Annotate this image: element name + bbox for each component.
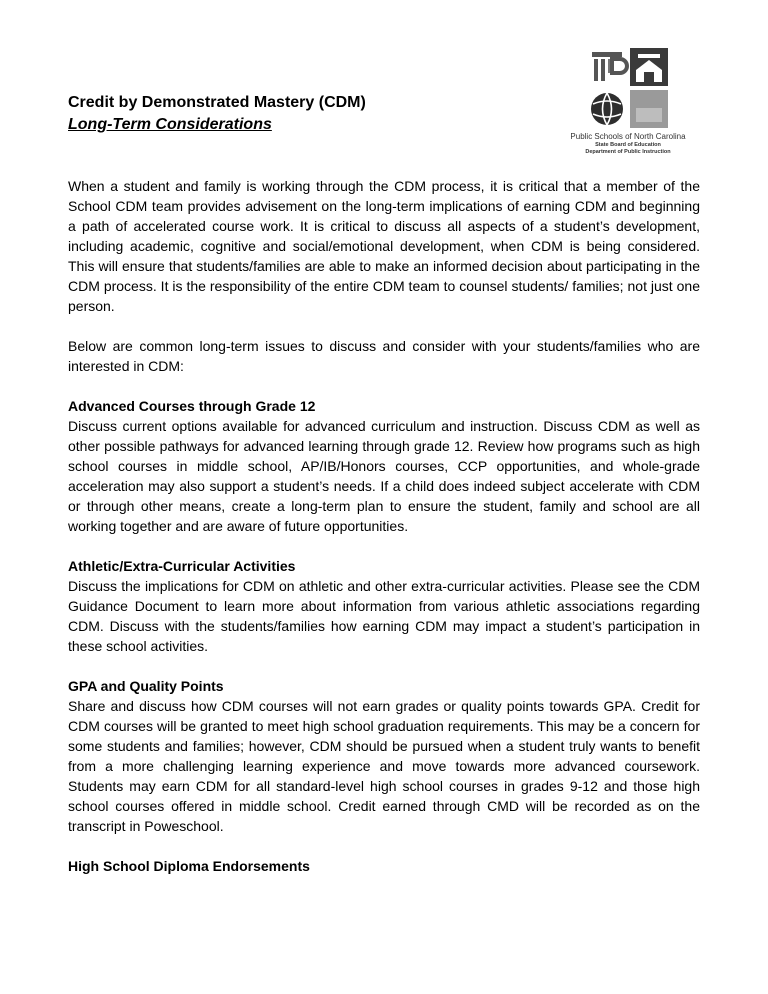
section-body: Share and discuss how CDM courses will not earn grades or quality points towards GPA. Credit for CDM courses will be granted to meet high school graduation requirements. This may be a concern for some students and families; however, CDM should be pursued when a student truly wants to benefit from a more challenging learning experience and move towards more advanced coursework. Students may earn CDM for all standard-level high school courses in grades 9-12 and those high school courses offered in middle school. Credit earned through CMD will be recorded as on the transcript in Poweschool. xyxy=(68,698,700,834)
document-subtitle: Long-Term Considerations xyxy=(68,116,272,133)
section-heading: High School Diploma Endorsements xyxy=(68,858,310,874)
section-diploma-endorsements xyxy=(68,856,700,876)
title-block xyxy=(68,92,366,136)
section-heading: Athletic/Extra-Curricular Activities xyxy=(68,558,296,574)
section-body: Discuss current options available for advanced curriculum and instruction. Discuss CDM as well as other possible pathways for advanced learning through grade 12. Review how programs such as high school courses in middle school, AP/IB/Honors courses, CCP opportunities, and whole-grade acceleration may also support a student’s needs. If a child does indeed subject accelerate with CDM or through other means, create a long-term plan to ensure the student, family and school are all working together and are aware of future opportunities. xyxy=(68,418,700,534)
document-title: Credit by Demonstrated Mastery (CDM) xyxy=(68,94,366,111)
logo-text-board: State Board of Education xyxy=(595,142,661,148)
section-gpa xyxy=(68,676,700,836)
section-advanced-courses xyxy=(68,396,700,536)
section-heading: Advanced Courses through Grade 12 xyxy=(68,398,316,414)
lead-in-paragraph: Below are common long-term issues to discuss and consider with your students/families who are interested in CDM: xyxy=(68,338,700,374)
intro-paragraph: When a student and family is working through the CDM process, it is critical that a member of the School CDM team provides advisement on the long-term implications of earning CDM and beginning a path of accelerated course work. It is critical to discuss all aspects of a student’s development, including academic, cognitive and social/emotional development, when CDM is being considered. This will ensure that students/families are able to make an informed decision about participating in the CDM process. It is the responsibility of the entire CDM team to counsel students/ families; not just one person. xyxy=(68,178,700,314)
section-heading: GPA and Quality Points xyxy=(68,678,224,694)
document-body xyxy=(68,176,700,876)
dpi-logo-icon xyxy=(586,46,670,130)
section-body: Discuss the implications for CDM on athletic and other extra-curricular activities. Please see the CDM Guidance Document to learn more about information from various athletic associations regarding CDM. Discuss with the students/families how earning CDM may impact a student’s participation in these school activities. xyxy=(68,578,700,654)
logo-text-state: Public Schools of North Carolina xyxy=(570,132,686,141)
dpi-logo xyxy=(555,46,701,156)
section-athletic xyxy=(68,556,700,656)
logo-text-department: Department of Public Instruction xyxy=(585,149,671,155)
